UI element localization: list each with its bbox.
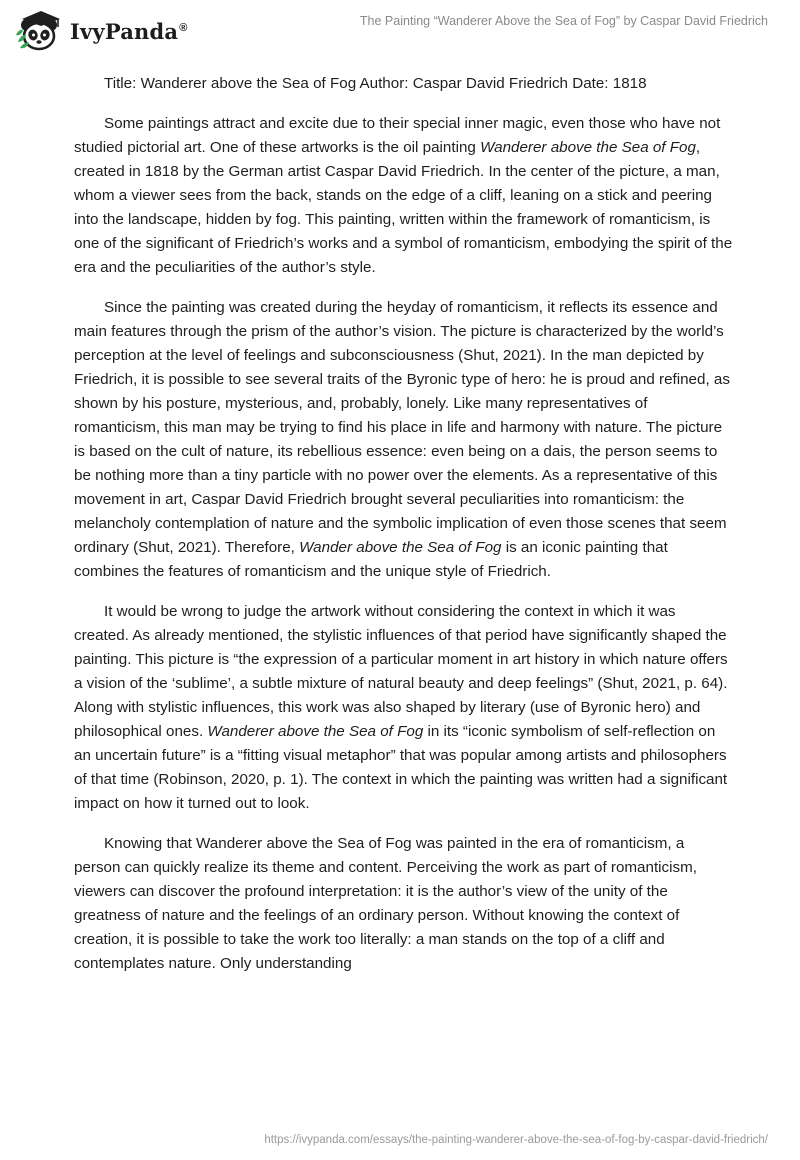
- painting-title-italic: Wanderer above the Sea of Fog: [207, 723, 424, 740]
- logo-wordmark: IvyPanda®: [70, 18, 188, 44]
- source-url[interactable]: https://ivypanda.com/essays/the-painting-wanderer-above-the-sea-of-fog-by-caspar-david-friedrich/: [264, 1134, 768, 1146]
- paragraph-2: Since the painting was created during the heyday of romanticism, it reflects its essence and main features through the prism of the author’s vision. The picture is characterized by the world’s perception at the level of feelings and subconsciousness (Shut, 2021). In the man depicted by Friedrich, it is possible to see several traits of the Byronic type of hero: he is proud and refined, as shown by his posture, mysterious, and, probably, lonely. Like many representatives of romanticism, this man may be trying to find his place in life and harmony with nature. The picture is based on the cult of nature, its rebellious essence: even being on a dais, the person seems to be nothing more than a tiny particle with no power over the elements. As a representative of this movement in art, Caspar David Friedrich brought several peculiarities into romanticism: the melancholy contemplation of nature and the symbolic implication of even those scenes that seem ordinary (Shut, 2021). Therefore, Wander above the Sea of Fog is an iconic painting that combines the features of romanticism and the unique style of Friedrich.: [74, 299, 730, 580]
- painting-title-italic: Wanderer above the Sea of Fog: [480, 139, 696, 156]
- paragraph-4: Knowing that Wanderer above the Sea of Fog was painted in the era of romanticism, a person can quickly realize its theme and content. Perceiving the work as part of romanticism, viewers can discover the profound interpretation: it is the author’s view of the unity of the greatness of nature and the feelings of an ordinary person. Without knowing the context of creation, it is possible to take the work too literally: a man stands on the top of a cliff and contemplates nature. Only understanding: [74, 835, 697, 972]
- essay-body: [74, 72, 734, 992]
- page-header: [0, 0, 800, 56]
- paragraph-3: It would be wrong to judge the artwork without considering the context in which it was created. As already mentioned, the stylistic influences of that period have significantly shaped the painting. This picture is “the expression of a particular moment in art history in which nature offers a vision of the ‘sublime’, a subtle mixture of natural beauty and deep feelings” (Shut, 2021, p. 64). Along with stylistic influences, this work was also shaped by literary (use of Byronic hero) and philosophical ones. Wanderer above the Sea of Fog in its “iconic symbolism of self-reflection on an uncertain future” is a “fitting visual metaphor” that was popular among artists and philosophers of that time (Robinson, 2020, p. 1). The context in which the painting was written had a significant impact on how it turned out to look.: [74, 603, 728, 812]
- meta-line: Title: Wanderer above the Sea of Fog Author: Caspar David Friedrich Date: 1818: [104, 75, 647, 92]
- panda-graduation-cap-icon: [14, 8, 66, 54]
- paragraph-1: Some paintings attract and excite due to their special inner magic, even those who have not studied pictorial art. One of these artworks is the oil painting Wanderer above the Sea of Fog, created in 1818 by the German artist Caspar David Friedrich. In the center of the picture, a man, whom a viewer sees from the back, stands on the edge of a cliff, leaning on a stick and peering into the landscape, hidden by fog. This painting, written within the framework of romanticism, is one of the significant of Friedrich’s works and a symbol of romanticism, embodying the spirit of the era and the peculiarities of the author’s style.: [74, 115, 733, 276]
- ivypanda-logo[interactable]: [14, 8, 188, 54]
- document-title: The Painting “Wanderer Above the Sea of Fog” by Caspar David Friedrich: [359, 14, 768, 28]
- painting-title-italic: Wander above the Sea of Fog: [299, 539, 502, 556]
